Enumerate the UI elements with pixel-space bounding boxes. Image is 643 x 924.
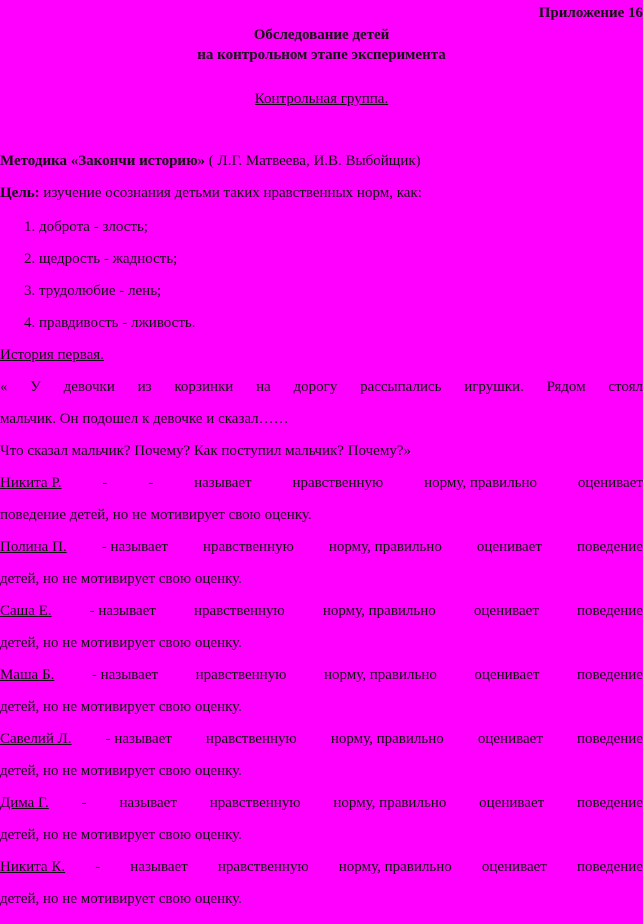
child-result-word: - xyxy=(102,475,108,491)
goal-line xyxy=(0,184,643,202)
child-result-word: - xyxy=(81,795,87,811)
story-word: из xyxy=(137,379,152,395)
story-word: дорогу xyxy=(293,379,338,395)
child-result-word: называет xyxy=(194,475,252,491)
child-result-word: нравственную xyxy=(209,795,301,811)
child-result-line xyxy=(0,602,643,620)
child-result-word: - xyxy=(148,475,154,491)
child-result-word: - xyxy=(95,859,101,875)
child-result-word: поведение xyxy=(576,667,643,683)
child-result-line xyxy=(0,474,643,492)
child-result-word: норму, правильно xyxy=(328,539,442,555)
child-result-word: оценивает xyxy=(476,539,542,555)
story-word: « xyxy=(0,379,8,395)
method-line xyxy=(0,152,643,170)
child-result-word: нравственную xyxy=(195,667,287,683)
child-result-line xyxy=(0,730,643,748)
child-result-continuation: поведение детей, но не мотивирует свою оценку. xyxy=(0,507,312,523)
story-title xyxy=(0,346,643,364)
child-result-word: оценивает xyxy=(477,731,543,747)
child-result-word: называет xyxy=(130,859,188,875)
child-result-word: поведение xyxy=(576,731,643,747)
group-heading-text: Контрольная группа. xyxy=(254,91,389,107)
goal-label: Цель: xyxy=(0,185,40,201)
norm-item: 1. доброта - злость; xyxy=(24,219,148,235)
story-word: игрушки. xyxy=(464,379,524,395)
child-result-word: оценивает xyxy=(481,859,547,875)
story-line-2: мальчик. Он подошел к девочке и сказал…… xyxy=(0,411,289,427)
child-name: Дима Г. xyxy=(0,795,49,811)
child-result-continuation: детей, но не мотивирует свою оценку. xyxy=(0,635,242,651)
child-result-word: норму, правильно xyxy=(322,603,436,619)
child-result-word: оценивает xyxy=(577,475,643,491)
child-result-word: поведение xyxy=(576,603,643,619)
story-word: Рядом xyxy=(546,379,586,395)
child-result-continuation: детей, но не мотивирует свою оценку. xyxy=(0,827,242,843)
child-result-word: оценивает xyxy=(474,667,540,683)
child-result-word: - называет xyxy=(101,539,168,555)
child-result-word: норму, правильно xyxy=(338,859,452,875)
child-result-word: - называет xyxy=(91,667,159,683)
story-word: девочки xyxy=(63,379,115,395)
norm-item: 3. трудолюбие - лень; xyxy=(24,283,162,299)
child-result-line xyxy=(0,666,643,684)
child-result-word: норму, правильно xyxy=(424,475,538,491)
norm-item: 2. щедрость - жадность; xyxy=(24,251,178,267)
child-result-line xyxy=(0,538,643,556)
child-name: Савелий Л. xyxy=(0,731,72,747)
story-word: корзинки xyxy=(174,379,234,395)
child-result-word: называет xyxy=(119,795,177,811)
child-result-continuation: детей, но не мотивирует свою оценку. xyxy=(0,571,242,587)
child-result-word: нравственную xyxy=(205,731,297,747)
story-word: стоял xyxy=(608,379,643,395)
title-line-2: на контрольном этапе эксперимента xyxy=(197,47,446,63)
child-result-word: норму, правильно xyxy=(323,667,437,683)
child-result-word: поведение xyxy=(576,795,643,811)
story-word: рассыпались xyxy=(360,379,442,395)
story-line-3: Что сказал мальчик? Почему? Как поступил мальчик? Почему?» xyxy=(0,443,411,459)
child-name: Маша Б. xyxy=(0,667,55,683)
child-name: Никита Р. xyxy=(0,475,62,491)
child-result-word: нравственную xyxy=(203,539,294,555)
method-name: Методика «Закончи историю» xyxy=(0,153,206,169)
child-name: Саша Е. xyxy=(0,603,52,619)
title-line-1: Обследование детей xyxy=(253,27,390,43)
story-word: на xyxy=(256,379,271,395)
goal-text: изучение осознания детьми таких нравственных норм, как: xyxy=(39,185,422,201)
story-line-1 xyxy=(0,378,643,396)
method-authors: ( Л.Г. Матвеева, И.В. Выбойщик) xyxy=(205,153,421,169)
child-result-continuation: детей, но не мотивирует свою оценку. xyxy=(0,763,242,779)
story-word: У xyxy=(30,379,41,395)
child-result-word: нравственную xyxy=(217,859,309,875)
child-result-word: поведение xyxy=(576,859,643,875)
child-result-word: оценивает xyxy=(479,795,545,811)
child-result-word: - называет xyxy=(89,603,156,619)
child-result-line xyxy=(0,858,643,876)
child-result-word: нравственную xyxy=(292,475,384,491)
norm-item: 4. правдивость - лживость. xyxy=(24,315,196,331)
child-result-word: нравственную xyxy=(193,603,285,619)
child-result-word: поведение xyxy=(576,539,643,555)
child-name: Никита К. xyxy=(0,859,66,875)
child-result-word: норму, правильно xyxy=(333,795,447,811)
child-result-continuation: детей, но не мотивирует свою оценку. xyxy=(0,699,242,715)
child-name: Полина П. xyxy=(0,539,67,555)
child-result-line xyxy=(0,794,643,812)
group-heading xyxy=(0,90,643,108)
story-title-text: История первая. xyxy=(0,347,104,363)
child-result-word: норму, правильно xyxy=(330,731,444,747)
child-result-word: - называет xyxy=(105,731,172,747)
child-result-continuation: детей, но не мотивирует свою оценку. xyxy=(0,891,242,907)
child-result-word: оценивает xyxy=(473,603,539,619)
appendix-label: Приложение 16 xyxy=(538,5,643,21)
